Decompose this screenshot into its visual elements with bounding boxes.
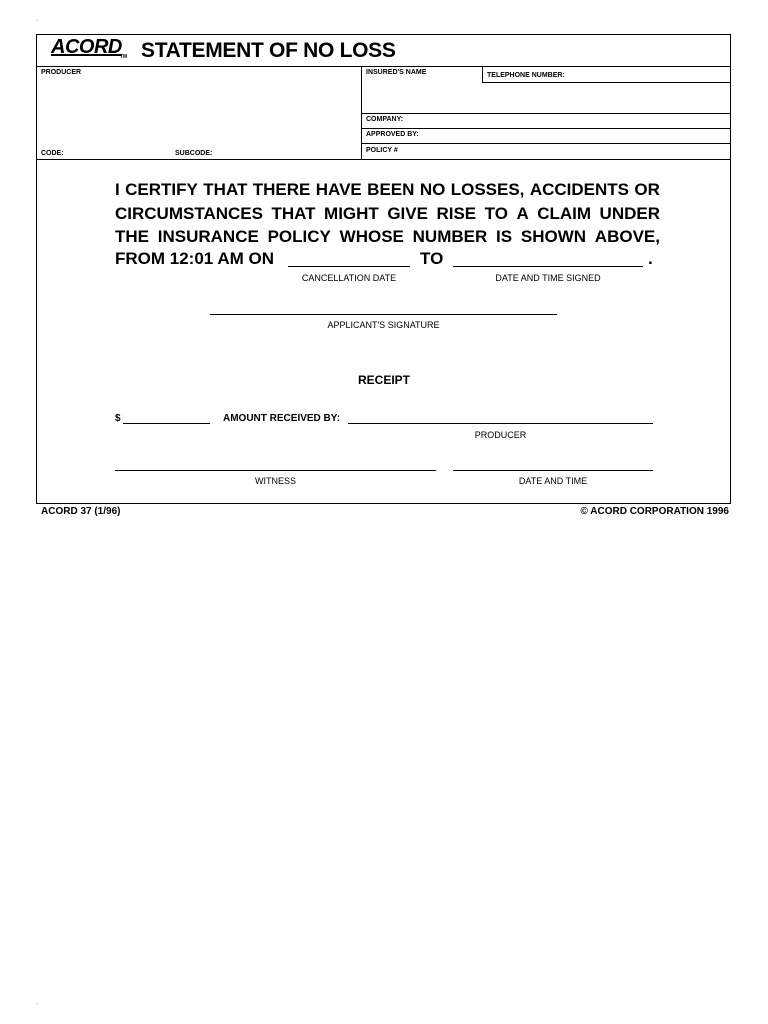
applicant-signature-caption: APPLICANT'S SIGNATURE	[327, 320, 440, 330]
word: I	[115, 180, 120, 199]
date-time-field[interactable]	[453, 470, 653, 471]
approved-by-label: APPROVED BY:	[366, 131, 419, 138]
copyright: © ACORD CORPORATION 1996	[580, 506, 729, 517]
subcode-label: SUBCODE:	[175, 150, 213, 157]
telephone-underline	[482, 82, 731, 83]
word: ACCIDENTS	[529, 180, 629, 199]
word: ABOVE,	[594, 227, 660, 247]
receipt-heading: RECEIPT	[357, 373, 410, 387]
word: MIGHT	[324, 203, 379, 223]
certification-line-3	[115, 225, 660, 249]
company-divider	[361, 113, 731, 114]
acord-logo: ACORD	[51, 36, 122, 58]
word: NUMBER	[412, 227, 488, 247]
word: UNDER	[599, 203, 660, 223]
witness-field[interactable]	[115, 470, 436, 471]
date-time-caption: DATE AND TIME	[518, 476, 588, 486]
word: OR	[634, 180, 660, 199]
form-title: STATEMENT OF NO LOSS	[141, 39, 396, 62]
trademark-mark: TM	[120, 54, 128, 60]
cancellation-date-caption: CANCELLATION DATE	[301, 273, 397, 283]
word: NO	[419, 180, 446, 199]
word: HAVE	[315, 180, 362, 199]
producer-label: PRODUCER	[41, 69, 82, 76]
period-text: .	[648, 249, 653, 268]
word: CERTIFY	[125, 180, 198, 199]
applicant-signature-field[interactable]	[210, 314, 557, 315]
approved-divider	[361, 128, 731, 129]
word: GIVE	[387, 203, 428, 223]
dollar-sign: $	[115, 413, 121, 424]
company-label: COMPANY:	[366, 116, 404, 123]
telephone-label: TELEPHONE NUMBER:	[487, 72, 565, 79]
cancellation-date-field[interactable]	[288, 266, 410, 267]
word: CIRCUMSTANCES	[115, 203, 263, 223]
certification-line-2	[115, 202, 660, 226]
word: INSURANCE	[157, 227, 259, 247]
date-time-signed-field[interactable]	[453, 266, 643, 267]
witness-caption: WITNESS	[254, 476, 296, 486]
telephone-divider	[482, 66, 483, 82]
policy-divider	[361, 143, 731, 144]
word: THAT	[203, 180, 248, 199]
producer-signature-field[interactable]	[348, 423, 653, 424]
word: WHOSE	[339, 227, 404, 247]
certification-line-1	[115, 178, 660, 202]
word: THE	[115, 227, 149, 247]
form-number: ACORD 37 (1/96)	[41, 506, 121, 517]
word: TO	[484, 203, 508, 223]
word: SHOWN	[520, 227, 587, 247]
date-time-signed-caption: DATE AND TIME SIGNED	[495, 273, 601, 283]
scan-speck	[37, 1003, 38, 1004]
word: RISE	[436, 203, 477, 223]
amount-field[interactable]	[123, 423, 210, 424]
word: IS	[496, 227, 513, 247]
insureds-name-label: INSURED'S NAME	[366, 69, 427, 76]
info-bottom-divider	[36, 159, 731, 160]
header-divider	[36, 66, 731, 67]
from-time-text: FROM 12:01 AM ON	[115, 249, 275, 268]
word: THERE	[252, 180, 311, 199]
code-label: CODE:	[41, 150, 64, 157]
word: LOSSES,	[450, 180, 525, 199]
to-text: TO	[420, 249, 444, 268]
amount-received-by-label: AMOUNT RECEIVED BY:	[223, 413, 341, 424]
word: CLAIM	[537, 203, 592, 223]
word: POLICY	[267, 227, 331, 247]
word: BEEN	[367, 180, 415, 199]
scan-speck	[37, 20, 38, 21]
word: THAT	[271, 203, 316, 223]
word: A	[516, 203, 529, 223]
producer-caption: PRODUCER	[474, 430, 527, 440]
policy-label: POLICY #	[366, 147, 398, 154]
certification-text	[115, 178, 660, 249]
